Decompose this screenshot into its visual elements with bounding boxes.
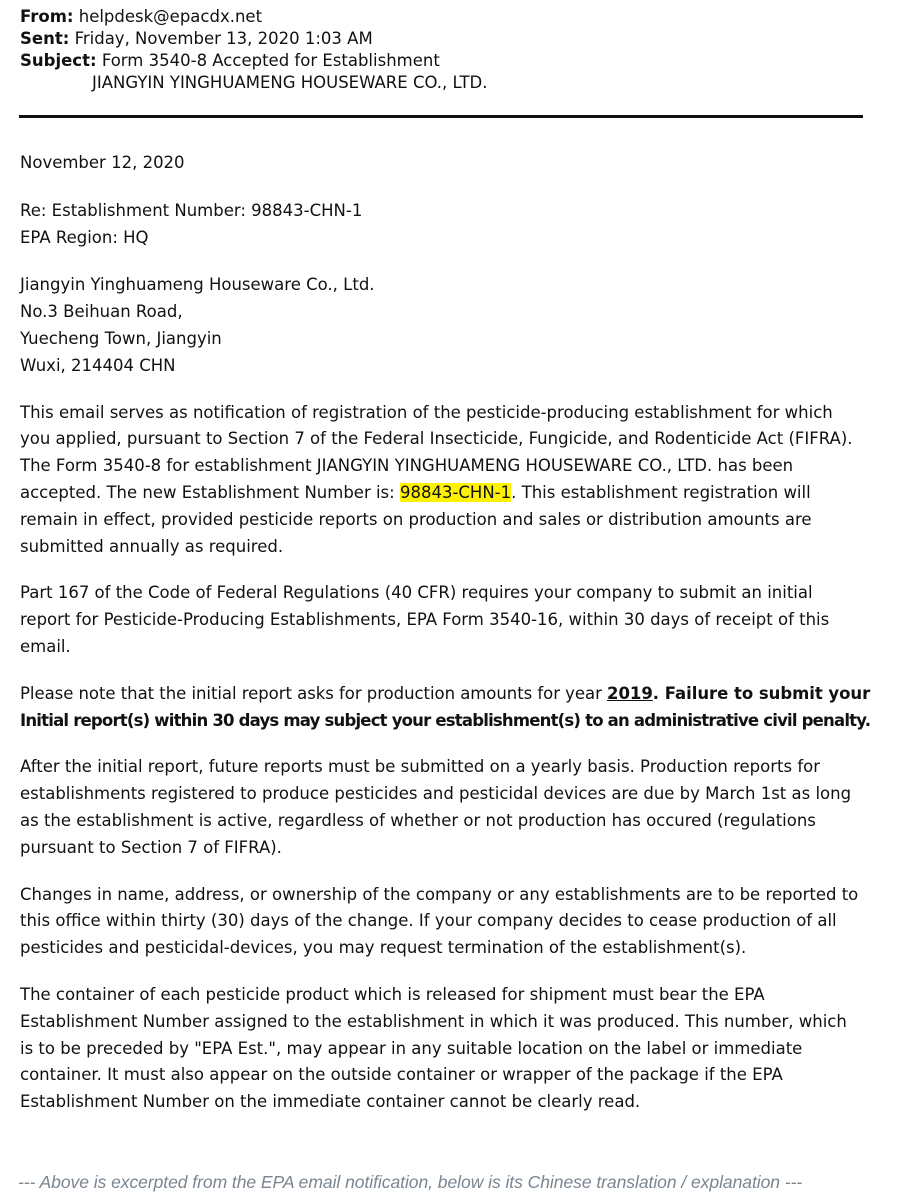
text-segment: Please note that the initial report asks for production amounts for year xyxy=(20,683,608,703)
text-segment: accepted. The new Establishment Number is: xyxy=(20,482,400,502)
text-line: remain in effect, provided pesticide reports on production and sales or distribution amounts are xyxy=(20,509,812,529)
subject-continuation: JIANGYIN YINGHUAMENG HOUSEWARE CO., LTD. xyxy=(92,73,488,92)
re-line: Re: Establishment Number: 98843-CHN-1 xyxy=(20,200,363,220)
report-year: 2019 xyxy=(607,683,653,703)
text-line: establishments registered to produce pesticides and pesticidal devices are due by March 1st as long xyxy=(20,784,852,804)
penalty-warning: . Failure to submit your xyxy=(652,683,871,703)
address-line: Wuxi, 214404 CHN xyxy=(20,355,176,375)
email-header xyxy=(20,6,870,94)
paragraph-notification xyxy=(20,400,870,561)
paragraph-container-labeling xyxy=(20,982,870,1116)
text-line: Part 167 of the Code of Federal Regulations (40 CFR) requires your company to submit an initial xyxy=(20,583,813,603)
excerpt-footer-note: --- Above is excerpted from the EPA email notification, below is its Chinese translation / explanation --- xyxy=(18,1172,803,1192)
text-line: After the initial report, future reports must be submitted on a yearly basis. Production reports for xyxy=(20,757,821,777)
from-value: helpdesk@epacdx.net xyxy=(78,7,263,26)
paragraph-penalty-notice xyxy=(20,681,870,735)
text-line: report for Pesticide-Producing Establishments, EPA Form 3540-16, within 30 days of receipt of this xyxy=(20,610,830,630)
address-line: No.3 Beihuan Road, xyxy=(20,302,183,322)
text-line: Changes in name, address, or ownership of the company or any establishments are to be reported to xyxy=(20,884,859,904)
text-line: pesticides and pesticidal-devices, you may request termination of the establishment(s). xyxy=(20,938,747,958)
paragraph-yearly-reports xyxy=(20,754,870,861)
address-line: Yuecheng Town, Jiangyin xyxy=(20,328,222,348)
text-line: submitted annually as required. xyxy=(20,536,284,556)
text-line: pursuant to Section 7 of FIFRA). xyxy=(20,837,282,857)
address-block xyxy=(20,272,870,379)
subject-value: Form 3540-8 Accepted for Establishment xyxy=(101,51,440,70)
paragraph-initial-report xyxy=(20,580,870,660)
text-line: as the establishment is active, regardless of whether or not production has occured (regulations xyxy=(20,810,816,830)
subject-line xyxy=(20,50,870,72)
sent-line xyxy=(20,28,870,50)
letter-body xyxy=(20,150,870,1116)
text-line: The container of each pesticide product which is released for shipment must bear the EPA xyxy=(20,984,765,1004)
letter-date: November 12, 2020 xyxy=(20,153,185,172)
text-line: is to be preceded by "EPA Est.", may appear in any suitable location on the label or immediate xyxy=(20,1038,803,1058)
sent-label: Sent: xyxy=(20,29,70,48)
text-line: Establishment Number on the immediate container cannot be clearly read. xyxy=(20,1092,641,1112)
address-line: Jiangyin Yinghuameng Houseware Co., Ltd. xyxy=(20,275,375,295)
text-line: this office within thirty (30) days of the change. If your company decides to cease production of all xyxy=(20,911,837,931)
sent-value: Friday, November 13, 2020 1:03 AM xyxy=(74,29,373,48)
text-line: Establishment Number assigned to the establishment in which it was produced. This number, which xyxy=(20,1011,847,1031)
text-line: This email serves as notification of registration of the pesticide-producing establishment for which xyxy=(20,402,833,422)
subject-label: Subject: xyxy=(20,51,97,70)
region-line: EPA Region: HQ xyxy=(20,227,149,247)
from-label: From: xyxy=(20,7,74,26)
text-line: container. It must also appear on the outside container or wrapper of the package if the EPA xyxy=(20,1065,783,1085)
text-line xyxy=(20,681,870,708)
establishment-number-highlight: 98843-CHN-1 xyxy=(399,482,512,502)
penalty-warning-line: Initial report(s) within 30 days may subject your establishment(s) to an administrative civil penalty. xyxy=(20,710,871,730)
header-divider xyxy=(19,115,863,118)
paragraph-changes xyxy=(20,882,870,962)
text-line xyxy=(20,480,870,507)
text-line: The Form 3540-8 for establishment JIANGYIN YINGHUAMENG HOUSEWARE CO., LTD. has been xyxy=(20,456,794,476)
text-line: you applied, pursuant to Section 7 of the Federal Insecticide, Fungicide, and Rodenticide Act (FIFRA). xyxy=(20,429,853,449)
text-line: email. xyxy=(20,636,71,656)
text-segment: . This establishment registration will xyxy=(511,482,811,502)
from-line xyxy=(20,6,870,28)
